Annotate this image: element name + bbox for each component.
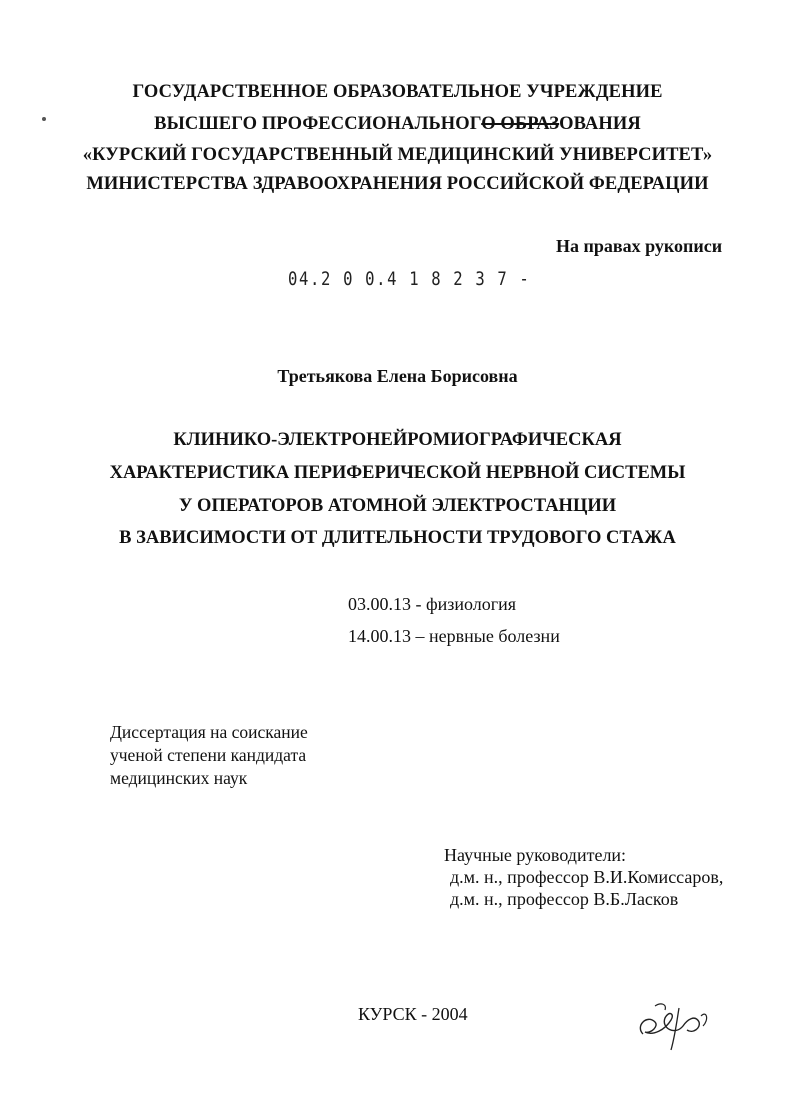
advisors-heading: Научные руководители: <box>444 845 627 865</box>
specialty-physiology: 03.00.13 - физиология <box>348 594 517 614</box>
signature-image <box>625 996 715 1056</box>
institution-line-2 <box>0 114 795 135</box>
dissertation-line-2: ученой степени кандидата <box>110 745 307 765</box>
registration-number: 04.2 0 0.4 1 8 2 3 7 - <box>288 268 531 290</box>
institution-line-3: «КУРСКИЙ ГОСУДАРСТВЕННЫЙ МЕДИЦИНСКИЙ УНИВЕРСИТЕТ» <box>82 145 713 165</box>
signature-stroke-3 <box>655 1004 665 1010</box>
institution-line-2-part2: ОВАНИЯ <box>559 114 641 134</box>
dissertation-line-1: Диссертация на соискание <box>110 722 308 742</box>
institution-line-1: ГОСУДАРСТВЕННОЕ ОБРАЗОВАТЕЛЬНОЕ УЧРЕЖДЕНИЕ <box>132 82 663 102</box>
title-line-1: КЛИНИКО-ЭЛЕКТРОНЕЙРОМИОГРАФИЧЕСКАЯ <box>173 430 622 450</box>
city-year: КУРСК - 2004 <box>358 1004 468 1024</box>
institution-line-2-struck: О ОБРАЗ <box>481 114 560 134</box>
signature-stroke-1 <box>640 1014 699 1034</box>
advisor-1: д.м. н., профессор В.И.Комиссаров, <box>450 867 724 887</box>
author-name: Третьякова Елена Борисовна <box>277 366 518 386</box>
institution-line-2-part1: ВЫСШЕГО ПРОФЕССИОНАЛЬНОГ <box>154 114 482 134</box>
manuscript-rights-note: На правах рукописи <box>556 236 723 256</box>
title-line-3: У ОПЕРАТОРОВ АТОМНОЙ ЭЛЕКТРОСТАНЦИИ <box>178 496 617 516</box>
dissertation-line-3: медицинских наук <box>110 768 248 788</box>
signature-stroke-4 <box>701 1014 707 1026</box>
specialty-neurology: 14.00.13 – нервные болезни <box>348 626 560 646</box>
institution-line-4: МИНИСТЕРСТВА ЗДРАВООХРАНЕНИЯ РОССИЙСКОЙ ФЕДЕРАЦИИ <box>86 174 709 194</box>
advisor-2: д.м. н., профессор В.Б.Ласков <box>450 889 679 909</box>
title-line-2: ХАРАКТЕРИСТИКА ПЕРИФЕРИЧЕСКОЙ НЕРВНОЙ СИСТЕМЫ <box>109 463 686 483</box>
title-line-4: В ЗАВИСИМОСТИ ОТ ДЛИТЕЛЬНОСТИ ТРУДОВОГО СТАЖА <box>119 528 676 548</box>
